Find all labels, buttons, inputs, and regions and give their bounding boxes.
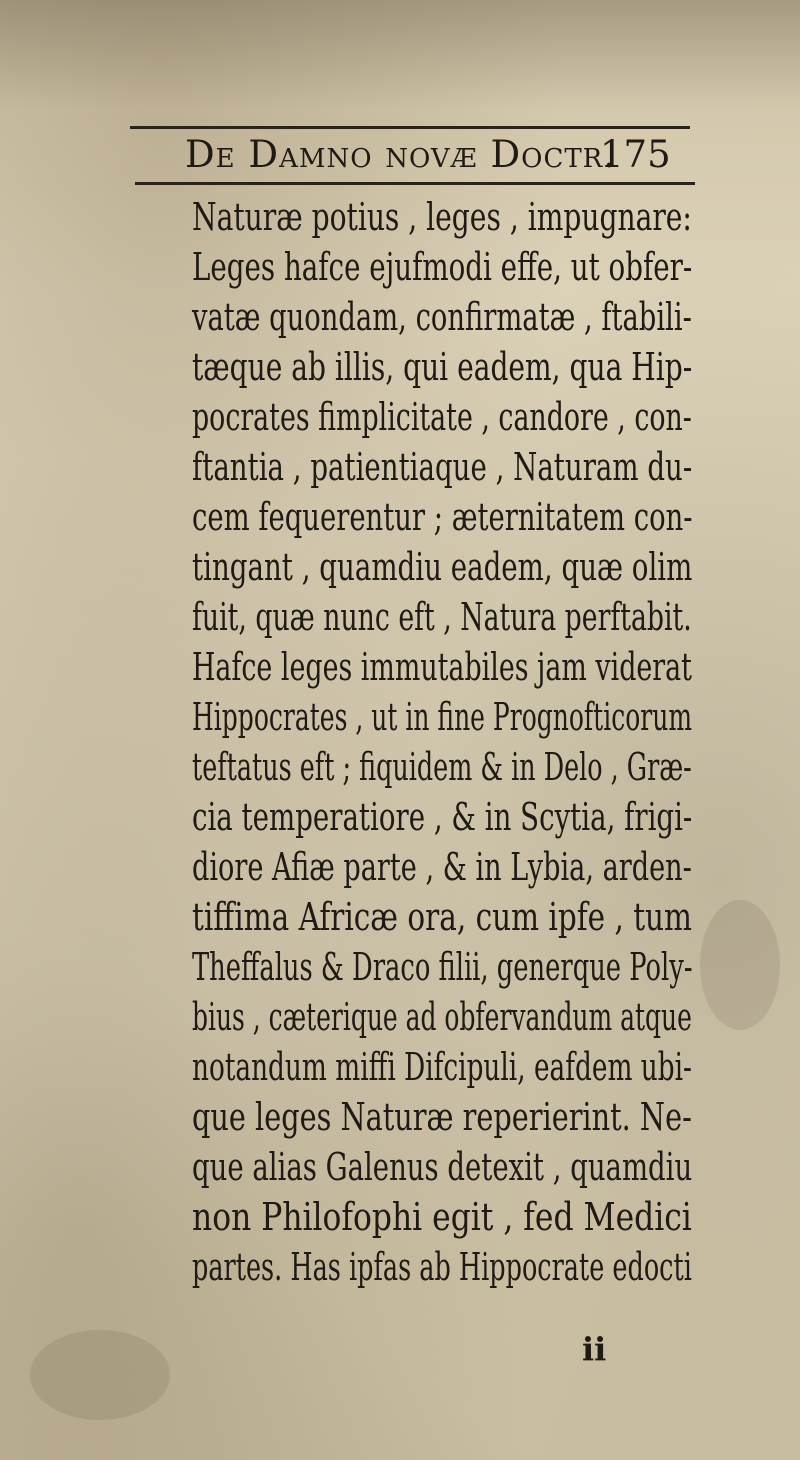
text-line: diore Afiæ parte , & in Lybia, arden- bbox=[192, 845, 692, 889]
text-line: cem fequerentur ; æternitatem con- bbox=[192, 495, 693, 539]
paper-stain bbox=[30, 1330, 170, 1420]
text-line: non Philofophi egit , fed Medici bbox=[192, 1195, 692, 1239]
text-line: teftatus eft ; fiquidem & in Delo , Græ- bbox=[192, 745, 692, 789]
text-line: vatæ quondam, confirmatæ , ftabili- bbox=[192, 295, 692, 339]
text-line: fuit, quæ nunc eft , Natura perftabit. bbox=[192, 595, 692, 639]
catchword: ii bbox=[582, 1330, 607, 1368]
text-line: notandum miffi Difcipuli, eafdem ubi- bbox=[192, 1045, 692, 1089]
page-top-edge bbox=[0, 0, 800, 110]
running-title: De Damno novæ Doctr. bbox=[185, 133, 617, 176]
text-line: que leges Naturæ reperierint. Ne- bbox=[192, 1095, 692, 1139]
text-line: pocrates fimplicitate , candore , con- bbox=[192, 395, 692, 439]
text-line: tiffima Africæ ora, cum ipfe , tum bbox=[192, 895, 693, 939]
text-line: Hafce leges immutabiles jam viderat bbox=[192, 645, 692, 689]
text-line: Theffalus & Draco filii, generque Poly- bbox=[192, 945, 693, 989]
text-line: Hippocrates , ut in fine Prognofticorum bbox=[192, 695, 693, 739]
text-line: tæque ab illis, qui eadem, qua Hip- bbox=[192, 345, 693, 389]
text-line: Leges hafce ejufmodi effe, ut obfer- bbox=[192, 245, 693, 289]
header-rule-bottom bbox=[135, 182, 695, 185]
text-line: ftantia , patientiaque , Naturam du- bbox=[192, 445, 693, 489]
paper-stain bbox=[700, 900, 780, 1030]
page-number: 175 bbox=[600, 133, 671, 176]
text-line: que alias Galenus detexit , quamdiu bbox=[192, 1145, 693, 1189]
text-line: tingant , quamdiu eadem, quæ olim bbox=[192, 545, 693, 589]
text-line: Naturæ potius , leges , impugnare: bbox=[192, 195, 692, 239]
header-rule-top bbox=[130, 126, 690, 129]
text-line: bius , cæterique ad obfervandum atque bbox=[192, 995, 692, 1039]
text-line: partes. Has ipfas ab Hippocrate edocti bbox=[192, 1245, 692, 1289]
text-line: cia temperatiore , & in Scytia, frigi- bbox=[192, 795, 693, 839]
